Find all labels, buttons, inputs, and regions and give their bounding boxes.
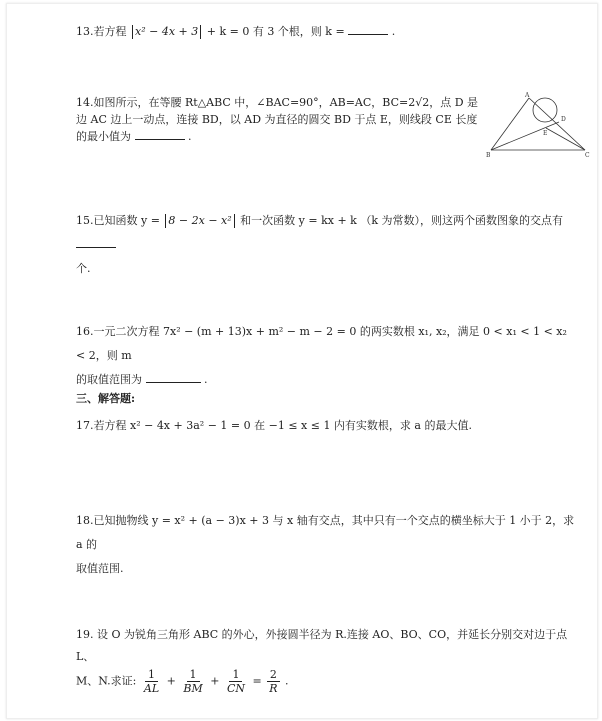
q16-line1: 16.一元二次方程 7x² − (m + 13)x + m² − m − 2 = 0 的两实数根 x₁, x₂，满足 0 < x₁ < 1 < x₂ < 2，则 m bbox=[76, 325, 567, 362]
q19-prefix2: M、N.求证: bbox=[76, 674, 137, 688]
question-15 bbox=[76, 209, 576, 281]
circle-ad bbox=[533, 98, 557, 122]
q15-expr: 8 − 2x − x² bbox=[168, 214, 232, 227]
question-18 bbox=[76, 509, 576, 581]
q18-line1: 18.已知抛物线 y = x² + (a − 3)x + 3 与 x 轴有交点，其中只有一个交点的横坐标大于 1 小于 2，求 a 的 bbox=[76, 514, 575, 551]
section-heading: 三、解答题: bbox=[76, 392, 136, 405]
fraction-1-cn bbox=[224, 668, 248, 695]
q14-text: 14.如图所示，在等腰 Rt△ABC 中，∠BAC=90°，AB=AC，BC=2√2，点 D 是边 AC 边上一动点，连接 BD，以 AD 为直径的圆交 BD 于点 E，则线段 CE 长度的最小值为 bbox=[76, 96, 479, 143]
q18-line2: 取值范围. bbox=[76, 562, 124, 575]
segment-ce bbox=[546, 128, 585, 150]
q15-after: 和一次函数 y = kx + k （k 为常数），则这两个函数图象的交点有 bbox=[240, 214, 563, 227]
label-d: D bbox=[561, 116, 566, 123]
label-a: A bbox=[525, 92, 530, 99]
frac-denominator: R bbox=[269, 682, 278, 695]
q19-line1: 19. 设 O 为锐角三角形 ABC 的外心，外接圆半径为 R.连接 AO、BO、CO，并延长分别交对边于点 L、 bbox=[76, 628, 568, 663]
q13-end: . bbox=[391, 25, 396, 38]
frac-numerator: 2 bbox=[267, 668, 280, 682]
q14-end: . bbox=[188, 130, 192, 143]
frac-numerator: 1 bbox=[229, 668, 242, 682]
q14-answer-blank[interactable] bbox=[135, 128, 185, 140]
frac-numerator: 1 bbox=[145, 668, 158, 682]
fraction-2-r bbox=[266, 668, 280, 695]
label-c: C bbox=[585, 152, 590, 159]
q16-end: . bbox=[204, 373, 208, 386]
equals-sign: = bbox=[252, 674, 262, 688]
segment-ac bbox=[529, 98, 585, 150]
abs-right-bar bbox=[200, 25, 201, 39]
question-17 bbox=[76, 416, 472, 436]
triangle-circle-figure bbox=[485, 90, 595, 160]
question-13 bbox=[76, 22, 395, 42]
q16-line2: 的取值范围为 bbox=[76, 373, 142, 386]
question-14 bbox=[76, 94, 486, 145]
q16-answer-blank[interactable] bbox=[146, 371, 201, 383]
question-19 bbox=[76, 624, 576, 695]
q13-prefix: 13.若方程 bbox=[76, 25, 127, 38]
abs-right-bar bbox=[234, 214, 235, 228]
fraction-1-bm bbox=[180, 668, 205, 695]
frac-numerator: 1 bbox=[187, 668, 200, 682]
q15-answer-blank[interactable] bbox=[76, 236, 116, 248]
label-b: B bbox=[486, 152, 491, 159]
q15-prefix: 15.已知函数 y = bbox=[76, 214, 160, 227]
abs-left-bar bbox=[165, 214, 166, 228]
frac-denominator: BM bbox=[183, 682, 203, 695]
q17-text: 17.若方程 x² − 4x + 3a² − 1 = 0 在 −1 ≤ x ≤ 1 内有实数根，求 a 的最大值. bbox=[76, 419, 472, 432]
q13-answer-blank[interactable] bbox=[348, 23, 388, 35]
frac-denominator: AL bbox=[143, 682, 160, 695]
q19-end: . bbox=[285, 674, 289, 688]
plus-sign: + bbox=[166, 674, 176, 688]
plus-sign: + bbox=[210, 674, 220, 688]
q13-expr: x² − 4x + 3 bbox=[135, 25, 199, 38]
frac-denominator: CN bbox=[226, 682, 245, 695]
abs-left-bar bbox=[132, 25, 133, 39]
label-e: E bbox=[543, 130, 548, 137]
q15-line2: 个. bbox=[76, 262, 91, 275]
fraction-1-al bbox=[141, 668, 162, 695]
question-16 bbox=[76, 320, 576, 392]
document-page bbox=[6, 3, 598, 719]
q13-after: + k = 0 有 3 个根，则 k = bbox=[206, 25, 345, 38]
